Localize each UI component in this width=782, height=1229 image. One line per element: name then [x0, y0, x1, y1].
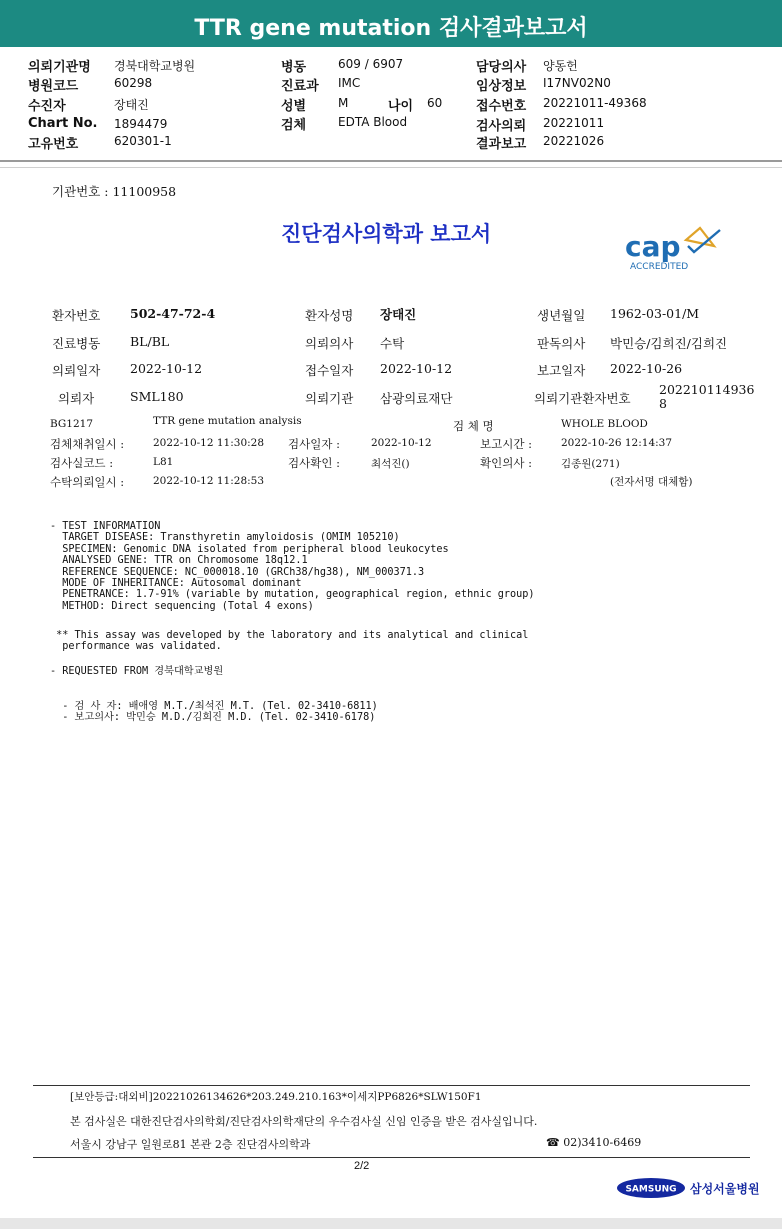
body-line: REFERENCE SEQUENCE: NC_000018.10 (GRCh38/hg38), NM_000371.3	[50, 566, 425, 578]
summary-label: 결과보고	[476, 137, 527, 152]
summary-label: 의뢰기관명	[28, 60, 91, 75]
phone-line: ☎ 02)3410-6469	[546, 1136, 642, 1149]
request-date: 2022-10-12	[130, 361, 203, 376]
meta-value: 2022-10-12	[371, 437, 432, 449]
report-date: 2022-10-26	[610, 361, 683, 376]
specimen-label: 검 체 명	[453, 419, 494, 433]
summary-label: 병동	[281, 60, 307, 75]
body-line: MODE OF INHERITANCE: Autosomal dominant	[50, 578, 302, 590]
summary-value: 20221011-49368	[543, 96, 647, 110]
summary-value: 20221026	[543, 134, 605, 148]
meta-label: 확인의사 :	[480, 456, 532, 470]
note-line: performance was validated.	[50, 641, 222, 653]
receipt-date: 2022-10-12	[380, 361, 453, 376]
summary-label: 검체	[281, 118, 307, 133]
report-banner-title: TTR gene mutation 검사결과보고서	[0, 0, 782, 47]
body-line: ANALYSED GENE: TTR on Chromosome 18q12.1	[50, 555, 308, 567]
meta-value: 2022-10-12 11:28:53	[153, 475, 265, 487]
summary-value: 경북대학교병원	[114, 59, 196, 73]
cap-logo-subtext: ACCREDITED	[630, 262, 689, 272]
grid-label: 의뢰일자	[52, 363, 101, 378]
grid-label: 생년월일	[537, 308, 586, 323]
test-information-block	[50, 521, 535, 612]
e-signature-note: (전자서명 대체함)	[610, 476, 693, 488]
summary-value: EDTA Blood	[338, 115, 408, 129]
cap-logo-text: cap	[625, 230, 681, 263]
meta-label: 검체채취일시 :	[50, 437, 125, 451]
address-line: 서울시 강남구 일원로81 본관 2층 진단검사의학과	[70, 1138, 311, 1151]
summary-value: 20221011	[543, 116, 605, 130]
meta-value: 최석진()	[371, 458, 410, 470]
institution-number: 기관번호 : 11100958	[52, 184, 177, 199]
meta-value: L81	[153, 456, 174, 468]
summary-label: 나이	[388, 99, 414, 114]
header-divider	[0, 160, 782, 162]
summary-label: 고유번호	[28, 137, 79, 152]
cap-logo-icon	[624, 226, 724, 274]
meta-value: 2022-10-12 11:30:28	[153, 437, 265, 449]
requesting-institution: 삼광의료재단	[380, 391, 453, 406]
summary-value: I17NV02N0	[543, 76, 611, 90]
grid-label: 접수일자	[305, 363, 354, 378]
body-line: - TEST INFORMATION	[50, 521, 161, 532]
footer-top-rule	[33, 1085, 750, 1086]
validation-note	[50, 630, 528, 653]
summary-label: 병원코드	[28, 79, 79, 94]
requester: SML180	[130, 389, 184, 404]
requested-from: - REQUESTED FROM 경북대학교병원	[50, 666, 224, 677]
note-line: ** This assay was developed by the laboratory and its analytical and clinical	[50, 630, 529, 641]
grid-label: 의뢰기관	[305, 391, 354, 406]
summary-label: 검사의뢰	[476, 119, 527, 134]
grid-label: 의뢰의사	[305, 336, 354, 351]
grid-label: 환자성명	[305, 308, 354, 323]
certification-line: 본 검사실은 대한진단검사의학회/진단검사의학재단의 우수검사실 신임 인증을 받은 검사실입니다.	[70, 1115, 538, 1128]
summary-value: 장태진	[114, 98, 149, 112]
meta-value: 2022-10-26 12:14:37	[561, 437, 673, 449]
body-line: PENETRANCE: 1.7-91% (variable by mutation, geographical region, ethnic group)	[50, 589, 535, 601]
institution-patient-number-cont: 8	[659, 396, 667, 411]
summary-label: 접수번호	[476, 99, 527, 114]
header-divider	[0, 167, 782, 168]
summary-value: M	[338, 96, 349, 110]
meta-value: 김종원(271)	[561, 458, 620, 470]
grid-label: 진료병동	[52, 336, 101, 351]
test-code: BG1217	[50, 418, 94, 430]
meta-label: 검사실코드 :	[50, 456, 114, 470]
page-bottom-band	[0, 1218, 782, 1229]
patient-number: 502-47-72-4	[130, 306, 216, 321]
page-number: 2/2	[354, 1160, 370, 1172]
samsung-logo	[616, 1177, 686, 1199]
security-line: [보안등급:대외비]20221026134626*203.249.210.163*이세지PP6826*SLW150F1	[70, 1091, 482, 1103]
specimen-value: WHOLE BLOOD	[561, 418, 648, 430]
body-line: METHOD: Direct sequencing (Total 4 exons)	[50, 600, 314, 612]
summary-label: 진료과	[281, 79, 319, 94]
patient-name: 장태진	[380, 307, 417, 322]
summary-value: 60	[427, 96, 443, 110]
hospital-name: 삼성서울병원	[690, 1182, 760, 1196]
body-line: TARGET DISEASE: Transthyretin amyloidosis (OMIM 105210)	[50, 532, 400, 544]
test-name: TTR gene mutation analysis	[153, 415, 302, 427]
meta-label: 검사확인 :	[288, 456, 340, 470]
staff-line: - 검 사 자: 배애영 M.T./최석진 M.T. (Tel. 02-3410-6811)	[50, 701, 378, 712]
summary-label: Chart No.	[28, 116, 98, 131]
summary-label: 담당의사	[476, 60, 527, 75]
footer-bottom-rule	[33, 1157, 750, 1158]
summary-value: 1894479	[114, 117, 168, 131]
summary-value: 60298	[114, 76, 153, 90]
grid-label: 의뢰기관환자번호	[534, 391, 631, 406]
meta-label: 검사일자 :	[288, 437, 340, 451]
summary-label: 성별	[281, 99, 307, 114]
summary-value: 609 / 6907	[338, 57, 404, 71]
summary-value: 양동헌	[543, 59, 578, 73]
cap-accredited-logo	[624, 226, 724, 274]
staff-line: - 보고의사: 박민승 M.D./김희진 M.D. (Tel. 02-3410-6178)	[50, 712, 376, 724]
summary-value: 620301-1	[114, 134, 172, 148]
requesting-doctor: 수탁	[380, 336, 405, 351]
ward: BL/BL	[130, 334, 170, 349]
staff-block	[50, 701, 378, 724]
summary-label: 임상정보	[476, 79, 527, 94]
grid-label: 판독의사	[537, 336, 586, 351]
institution-patient-number: 202210114936	[659, 382, 755, 397]
summary-value: IMC	[338, 76, 361, 90]
body-line: SPECIMEN: Genomic DNA isolated from peripheral blood leukocytes	[50, 543, 449, 555]
grid-label: 보고일자	[537, 363, 586, 378]
reading-doctor: 박민승/김희진/김희진	[610, 336, 728, 351]
meta-label: 보고시간 :	[480, 437, 532, 451]
summary-label: 수진자	[28, 99, 66, 114]
report-title: 진단검사의학과 보고서	[281, 221, 492, 246]
samsung-logo-icon	[616, 1177, 686, 1199]
grid-label: 환자번호	[52, 308, 101, 323]
meta-label: 수탁의뢰일시 :	[50, 475, 125, 489]
samsung-logo-text: SAMSUNG	[625, 1184, 677, 1195]
grid-label: 의뢰자	[58, 391, 95, 406]
birth-date: 1962-03-01/M	[610, 306, 700, 321]
